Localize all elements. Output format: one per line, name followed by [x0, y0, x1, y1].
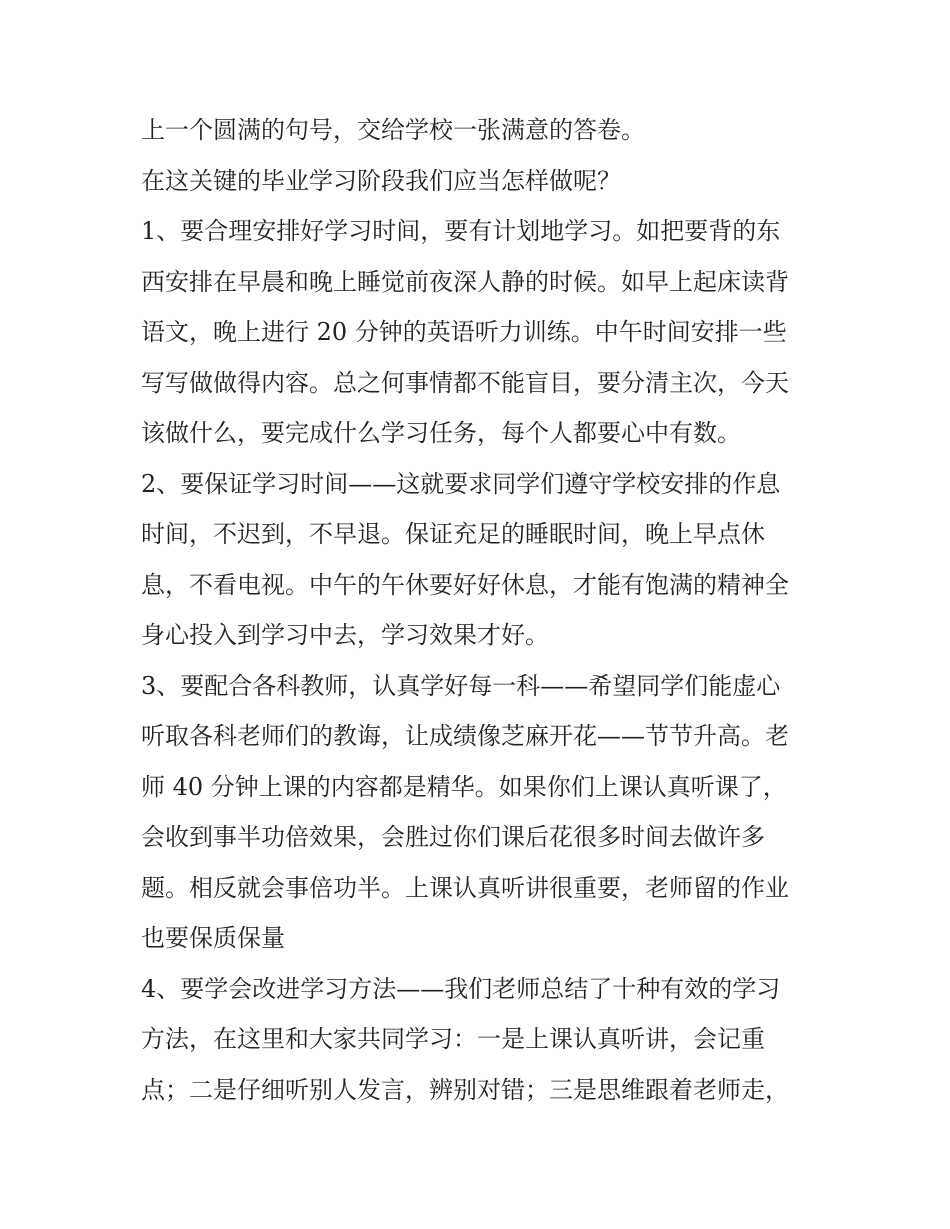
text-line: 时间，不迟到，不早退。保证充足的睡眠时间，晚上早点休	[141, 520, 765, 548]
text-line: 息，不看电视。中午的午休要好好休息，才能有饱满的精神全	[141, 570, 789, 599]
text-line: 西安排在早晨和晚上睡觉前夜深人静的时候。如早上起床读背	[141, 267, 789, 296]
text-line: 点；二是仔细听别人发言，辨别对错；三是思维跟着老师走，	[141, 1075, 789, 1104]
document-body	[141, 105, 821, 1115]
text-line: 3、要配合各科教师，认真学好每一科——希望同学们能虚心	[141, 671, 781, 700]
text-line: 题。相反就会事倍功半。上课认真听讲很重要，老师留的作业	[141, 873, 789, 902]
text-line: 1、要合理安排好学习时间，要有计划地学习。如把要背的东	[141, 217, 781, 245]
text-line: 方法，在这里和大家共同学习：一是上课认真听讲，会记重	[141, 1025, 765, 1053]
text-line: 该做什么，要完成什么学习任务，每个人都要心中有数。	[141, 419, 741, 447]
text-line: 听取各科老师们的教诲，让成绩像芝麻开花——节节升高。老	[141, 722, 789, 750]
text-line: 4、要学会改进学习方法——我们老师总结了十种有效的学习	[141, 974, 781, 1003]
text-line: 也要保质保量	[141, 924, 285, 952]
text-line: 写写做做得内容。总之何事情都不能盲目，要分清主次，今天	[141, 368, 789, 397]
text-line: 在这关键的毕业学习阶段我们应当怎样做呢？	[141, 166, 621, 195]
text-line: 会收到事半功倍效果，会胜过你们课后花很多时间去做许多	[141, 823, 765, 851]
text-line: 师 40 分钟上课的内容都是精华。如果你们上课认真听课了，	[141, 772, 787, 801]
text-line: 2、要保证学习时间——这就要求同学们遵守学校安排的作息	[141, 469, 781, 498]
text-line: 身心投入到学习中去，学习效果才好。	[141, 621, 549, 649]
text-line: 上一个圆满的句号，交给学校一张满意的答卷。	[141, 116, 645, 144]
text-line: 语文，晚上进行 20 分钟的英语听力训练。中午时间安排一些	[141, 318, 787, 346]
